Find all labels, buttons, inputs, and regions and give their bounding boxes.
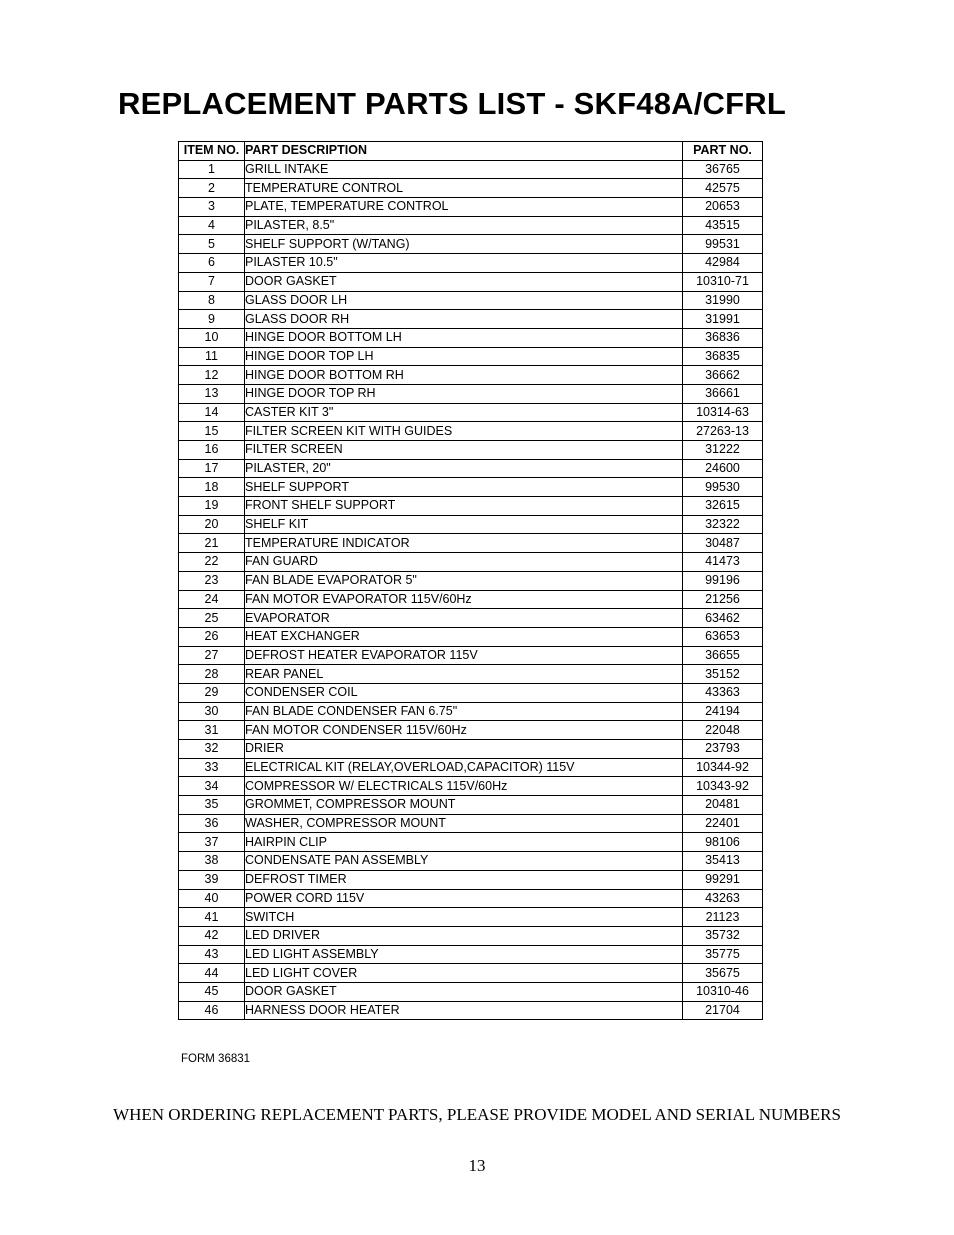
part-no-cell: 21123 (683, 908, 763, 927)
item-no-cell: 12 (179, 366, 245, 385)
part-description-cell: HARNESS DOOR HEATER (245, 1001, 683, 1020)
item-no-cell: 4 (179, 216, 245, 235)
part-description-cell: HAIRPIN CLIP (245, 833, 683, 852)
part-description-cell: LED LIGHT COVER (245, 964, 683, 983)
part-description-cell: PILASTER, 20" (245, 459, 683, 478)
part-no-cell: 23793 (683, 740, 763, 759)
table-row (179, 758, 763, 777)
item-no-cell: 43 (179, 945, 245, 964)
part-no-cell: 63462 (683, 609, 763, 628)
part-description-cell: HEAT EXCHANGER (245, 627, 683, 646)
table-row (179, 571, 763, 590)
part-description-cell: CONDENSER COIL (245, 683, 683, 702)
part-no-cell: 35732 (683, 926, 763, 945)
part-no-cell: 99531 (683, 235, 763, 254)
part-description-cell: SWITCH (245, 908, 683, 927)
part-description-cell: GRILL INTAKE (245, 160, 683, 179)
table-row (179, 833, 763, 852)
part-description-cell: FRONT SHELF SUPPORT (245, 497, 683, 516)
item-no-cell: 24 (179, 590, 245, 609)
part-description-cell: COMPRESSOR W/ ELECTRICALS 115V/60Hz (245, 777, 683, 796)
table-row (179, 347, 763, 366)
item-no-cell: 40 (179, 889, 245, 908)
part-description-cell: DEFROST HEATER EVAPORATOR 115V (245, 646, 683, 665)
table-row (179, 852, 763, 871)
item-no-cell: 38 (179, 852, 245, 871)
part-description-cell: FILTER SCREEN KIT WITH GUIDES (245, 422, 683, 441)
item-no-cell: 22 (179, 553, 245, 572)
item-no-cell: 11 (179, 347, 245, 366)
item-no-cell: 23 (179, 571, 245, 590)
item-no-cell: 46 (179, 1001, 245, 1020)
table-row (179, 366, 763, 385)
parts-table-body (179, 160, 763, 1020)
table-row (179, 478, 763, 497)
part-no-cell: 10310-46 (683, 982, 763, 1001)
table-row (179, 982, 763, 1001)
table-row (179, 908, 763, 927)
item-no-cell: 42 (179, 926, 245, 945)
part-no-cell: 36661 (683, 384, 763, 403)
item-no-cell: 1 (179, 160, 245, 179)
part-no-cell: 10314-63 (683, 403, 763, 422)
part-description-cell: DOOR GASKET (245, 272, 683, 291)
part-no-cell: 35413 (683, 852, 763, 871)
part-description-cell: POWER CORD 115V (245, 889, 683, 908)
table-row (179, 459, 763, 478)
item-no-cell: 20 (179, 515, 245, 534)
item-no-cell: 17 (179, 459, 245, 478)
table-row (179, 441, 763, 460)
part-description-cell: SHELF KIT (245, 515, 683, 534)
part-no-cell: 10344-92 (683, 758, 763, 777)
part-description-cell: TEMPERATURE CONTROL (245, 179, 683, 198)
part-no-cell: 43515 (683, 216, 763, 235)
part-description-cell: HINGE DOOR BOTTOM RH (245, 366, 683, 385)
part-no-cell: 21256 (683, 590, 763, 609)
table-row (179, 553, 763, 572)
table-row (179, 665, 763, 684)
table-row (179, 646, 763, 665)
part-description-cell: HINGE DOOR TOP LH (245, 347, 683, 366)
part-description-cell: DEFROST TIMER (245, 870, 683, 889)
table-row (179, 515, 763, 534)
item-no-cell: 13 (179, 384, 245, 403)
header-part-no: PART NO. (683, 142, 763, 161)
item-no-cell: 41 (179, 908, 245, 927)
table-row (179, 254, 763, 273)
table-row (179, 740, 763, 759)
part-description-cell: LED LIGHT ASSEMBLY (245, 945, 683, 964)
item-no-cell: 30 (179, 702, 245, 721)
table-row (179, 310, 763, 329)
item-no-cell: 36 (179, 814, 245, 833)
part-no-cell: 98106 (683, 833, 763, 852)
item-no-cell: 9 (179, 310, 245, 329)
part-description-cell: DOOR GASKET (245, 982, 683, 1001)
item-no-cell: 28 (179, 665, 245, 684)
part-description-cell: HINGE DOOR TOP RH (245, 384, 683, 403)
part-no-cell: 21704 (683, 1001, 763, 1020)
part-description-cell: PLATE, TEMPERATURE CONTROL (245, 198, 683, 217)
item-no-cell: 32 (179, 740, 245, 759)
part-no-cell: 10310-71 (683, 272, 763, 291)
table-row (179, 216, 763, 235)
part-description-cell: FAN BLADE EVAPORATOR 5" (245, 571, 683, 590)
part-no-cell: 42984 (683, 254, 763, 273)
table-row (179, 291, 763, 310)
table-row (179, 814, 763, 833)
part-no-cell: 99196 (683, 571, 763, 590)
item-no-cell: 6 (179, 254, 245, 273)
item-no-cell: 15 (179, 422, 245, 441)
part-description-cell: SHELF SUPPORT (245, 478, 683, 497)
part-no-cell: 27263-13 (683, 422, 763, 441)
part-no-cell: 43363 (683, 683, 763, 702)
table-row (179, 590, 763, 609)
part-no-cell: 20653 (683, 198, 763, 217)
ordering-note: WHEN ORDERING REPLACEMENT PARTS, PLEASE PROVIDE MODEL AND SERIAL NUMBERS (113, 1105, 841, 1124)
part-description-cell: LED DRIVER (245, 926, 683, 945)
table-row (179, 160, 763, 179)
part-description-cell: TEMPERATURE INDICATOR (245, 534, 683, 553)
part-no-cell: 31222 (683, 441, 763, 460)
item-no-cell: 19 (179, 497, 245, 516)
part-no-cell: 35152 (683, 665, 763, 684)
part-description-cell: EVAPORATOR (245, 609, 683, 628)
item-no-cell: 18 (179, 478, 245, 497)
part-description-cell: GLASS DOOR LH (245, 291, 683, 310)
part-description-cell: PILASTER, 8.5" (245, 216, 683, 235)
item-no-cell: 26 (179, 627, 245, 646)
part-no-cell: 99530 (683, 478, 763, 497)
item-no-cell: 25 (179, 609, 245, 628)
table-row (179, 328, 763, 347)
part-no-cell: 20481 (683, 796, 763, 815)
part-no-cell: 32322 (683, 515, 763, 534)
part-no-cell: 36765 (683, 160, 763, 179)
item-no-cell: 37 (179, 833, 245, 852)
table-row (179, 627, 763, 646)
table-row (179, 235, 763, 254)
table-row (179, 497, 763, 516)
part-no-cell: 63653 (683, 627, 763, 646)
part-no-cell: 42575 (683, 179, 763, 198)
part-no-cell: 22401 (683, 814, 763, 833)
parts-table (178, 141, 763, 1020)
part-description-cell: GROMMET, COMPRESSOR MOUNT (245, 796, 683, 815)
part-description-cell: FILTER SCREEN (245, 441, 683, 460)
item-no-cell: 14 (179, 403, 245, 422)
page-number: 13 (468, 1156, 486, 1175)
part-no-cell: 99291 (683, 870, 763, 889)
table-row (179, 609, 763, 628)
part-no-cell: 43263 (683, 889, 763, 908)
item-no-cell: 10 (179, 328, 245, 347)
table-row (179, 702, 763, 721)
item-no-cell: 27 (179, 646, 245, 665)
part-no-cell: 30487 (683, 534, 763, 553)
part-description-cell: FAN GUARD (245, 553, 683, 572)
part-description-cell: PILASTER 10.5" (245, 254, 683, 273)
form-number: FORM 36831 (181, 1053, 251, 1065)
part-no-cell: 41473 (683, 553, 763, 572)
table-row (179, 777, 763, 796)
item-no-cell: 33 (179, 758, 245, 777)
table-row (179, 721, 763, 740)
part-no-cell: 35675 (683, 964, 763, 983)
part-description-cell: ELECTRICAL KIT (RELAY,OVERLOAD,CAPACITOR) 115V (245, 758, 683, 777)
table-row (179, 926, 763, 945)
part-no-cell: 22048 (683, 721, 763, 740)
table-header-row (179, 142, 763, 161)
part-no-cell: 24600 (683, 459, 763, 478)
part-no-cell: 32615 (683, 497, 763, 516)
item-no-cell: 7 (179, 272, 245, 291)
header-part-description: PART DESCRIPTION (245, 142, 683, 161)
table-row (179, 964, 763, 983)
table-row (179, 403, 763, 422)
part-no-cell: 36655 (683, 646, 763, 665)
part-no-cell: 36836 (683, 328, 763, 347)
table-row (179, 889, 763, 908)
part-description-cell: WASHER, COMPRESSOR MOUNT (245, 814, 683, 833)
item-no-cell: 2 (179, 179, 245, 198)
part-no-cell: 31991 (683, 310, 763, 329)
part-description-cell: CASTER KIT 3" (245, 403, 683, 422)
item-no-cell: 39 (179, 870, 245, 889)
item-no-cell: 44 (179, 964, 245, 983)
table-row (179, 1001, 763, 1020)
item-no-cell: 21 (179, 534, 245, 553)
header-item-no: ITEM NO. (179, 142, 245, 161)
part-no-cell: 36662 (683, 366, 763, 385)
item-no-cell: 16 (179, 441, 245, 460)
table-row (179, 198, 763, 217)
part-no-cell: 35775 (683, 945, 763, 964)
part-no-cell: 31990 (683, 291, 763, 310)
page-title: REPLACEMENT PARTS LIST - SKF48A/CFRL (118, 86, 786, 121)
part-no-cell: 10343-92 (683, 777, 763, 796)
table-row (179, 272, 763, 291)
item-no-cell: 31 (179, 721, 245, 740)
table-row (179, 422, 763, 441)
part-description-cell: SHELF SUPPORT (W/TANG) (245, 235, 683, 254)
item-no-cell: 3 (179, 198, 245, 217)
part-description-cell: FAN BLADE CONDENSER FAN 6.75" (245, 702, 683, 721)
table-row (179, 384, 763, 403)
table-row (179, 534, 763, 553)
part-description-cell: HINGE DOOR BOTTOM LH (245, 328, 683, 347)
part-description-cell: DRIER (245, 740, 683, 759)
part-description-cell: REAR PANEL (245, 665, 683, 684)
table-row (179, 796, 763, 815)
part-description-cell: FAN MOTOR EVAPORATOR 115V/60Hz (245, 590, 683, 609)
table-row (179, 683, 763, 702)
item-no-cell: 5 (179, 235, 245, 254)
table-row (179, 870, 763, 889)
item-no-cell: 34 (179, 777, 245, 796)
part-no-cell: 36835 (683, 347, 763, 366)
item-no-cell: 35 (179, 796, 245, 815)
part-no-cell: 24194 (683, 702, 763, 721)
part-description-cell: CONDENSATE PAN ASSEMBLY (245, 852, 683, 871)
item-no-cell: 45 (179, 982, 245, 1001)
table-row (179, 945, 763, 964)
table-row (179, 179, 763, 198)
part-description-cell: FAN MOTOR CONDENSER 115V/60Hz (245, 721, 683, 740)
part-description-cell: GLASS DOOR RH (245, 310, 683, 329)
item-no-cell: 29 (179, 683, 245, 702)
item-no-cell: 8 (179, 291, 245, 310)
